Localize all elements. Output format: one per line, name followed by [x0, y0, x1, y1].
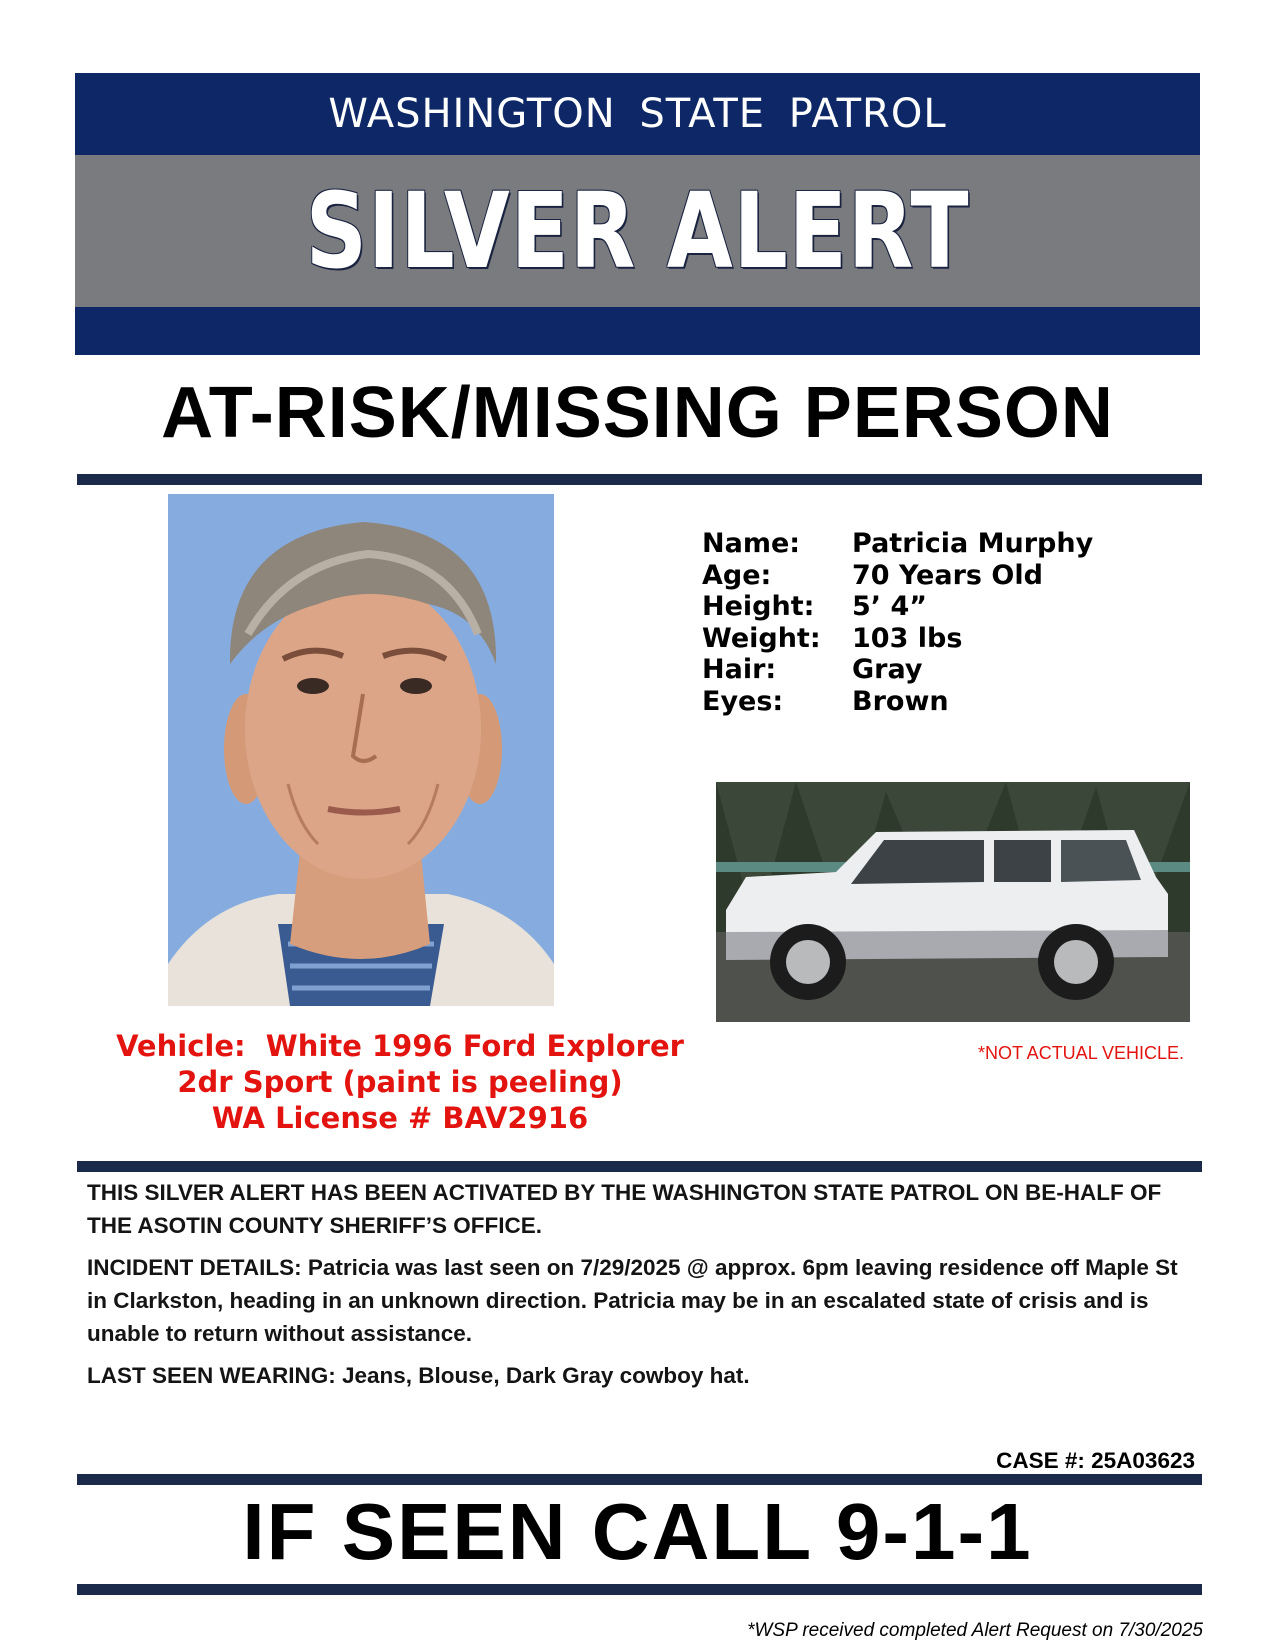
divider-rule: [77, 1474, 1202, 1485]
descriptor-value: 5’ 4”: [852, 591, 927, 622]
descriptor-label: Eyes:: [702, 685, 784, 717]
person-descriptors: [702, 528, 1093, 717]
call-to-action: IF SEEN CALL 9-1-1: [242, 1487, 1033, 1576]
vehicle-line-2: 2dr Sport (paint is peeling): [177, 1065, 623, 1099]
vehicle-line-3: WA License # BAV2916: [211, 1101, 589, 1135]
descriptor-label: Height:: [702, 591, 815, 622]
descriptor-value: 70 Years Old: [852, 559, 1043, 591]
last-seen-wearing: LAST SEEN WEARING: Jeans, Blouse, Dark Gray cowboy hat.: [87, 1363, 750, 1388]
descriptor-label: Age:: [702, 559, 772, 591]
suv-illustration: [716, 782, 1190, 1022]
descriptor-label: Weight:: [702, 622, 821, 654]
agency-name: WASHINGTON STATE PATROL: [328, 91, 947, 137]
descriptor-row: [702, 528, 1093, 560]
case-number: CASE #: 25A03623: [996, 1448, 1195, 1473]
alert-type-heading: AT-RISK/MISSING PERSON: [161, 373, 1114, 453]
divider-rule: [77, 1161, 1202, 1172]
descriptor-value: Gray: [852, 654, 923, 685]
incident-details: INCIDENT DETAILS: Patricia was last seen on 7/29/2025 @ approx. 6pm leaving residence off Maple St in Clarkston, heading in an unknown direction. Patricia may be in an escalated state of crisis and is unable to return without assistance.: [87, 1255, 1178, 1346]
alert-title: SILVER ALERT: [305, 170, 970, 292]
descriptor-label: Name:: [702, 528, 801, 559]
descriptor-row: [702, 686, 1093, 718]
descriptor-row: [702, 560, 1093, 592]
descriptor-value: Patricia Murphy: [852, 528, 1094, 559]
descriptor-label: Hair:: [702, 654, 777, 685]
descriptor-row: [702, 654, 1093, 686]
portrait-illustration: [168, 494, 554, 1006]
header-bottom-band: [75, 307, 1200, 355]
descriptor-value: 103 lbs: [852, 622, 963, 654]
missing-person-photo: [168, 494, 554, 1006]
descriptor-row: [702, 591, 1093, 623]
descriptor-row: [702, 623, 1093, 655]
divider-rule: [77, 474, 1202, 485]
vehicle-line-1: Vehicle: White 1996 Ford Explorer: [116, 1029, 684, 1063]
footnote: *WSP received completed Alert Request on 7/30/2025: [747, 1620, 1203, 1641]
divider-rule: [77, 1584, 1202, 1595]
vehicle-description: [75, 1028, 725, 1136]
descriptor-value: Brown: [852, 685, 949, 717]
vehicle-photo-disclaimer: *NOT ACTUAL VEHICLE.: [978, 1043, 1185, 1063]
activation-statement: THIS SILVER ALERT HAS BEEN ACTIVATED BY THE WASHINGTON STATE PATROL ON BE-HALF OF THE ASOTIN COUNTY SHERIFF’S OFFICE.: [87, 1180, 1162, 1238]
vehicle-photo: [716, 782, 1190, 1022]
